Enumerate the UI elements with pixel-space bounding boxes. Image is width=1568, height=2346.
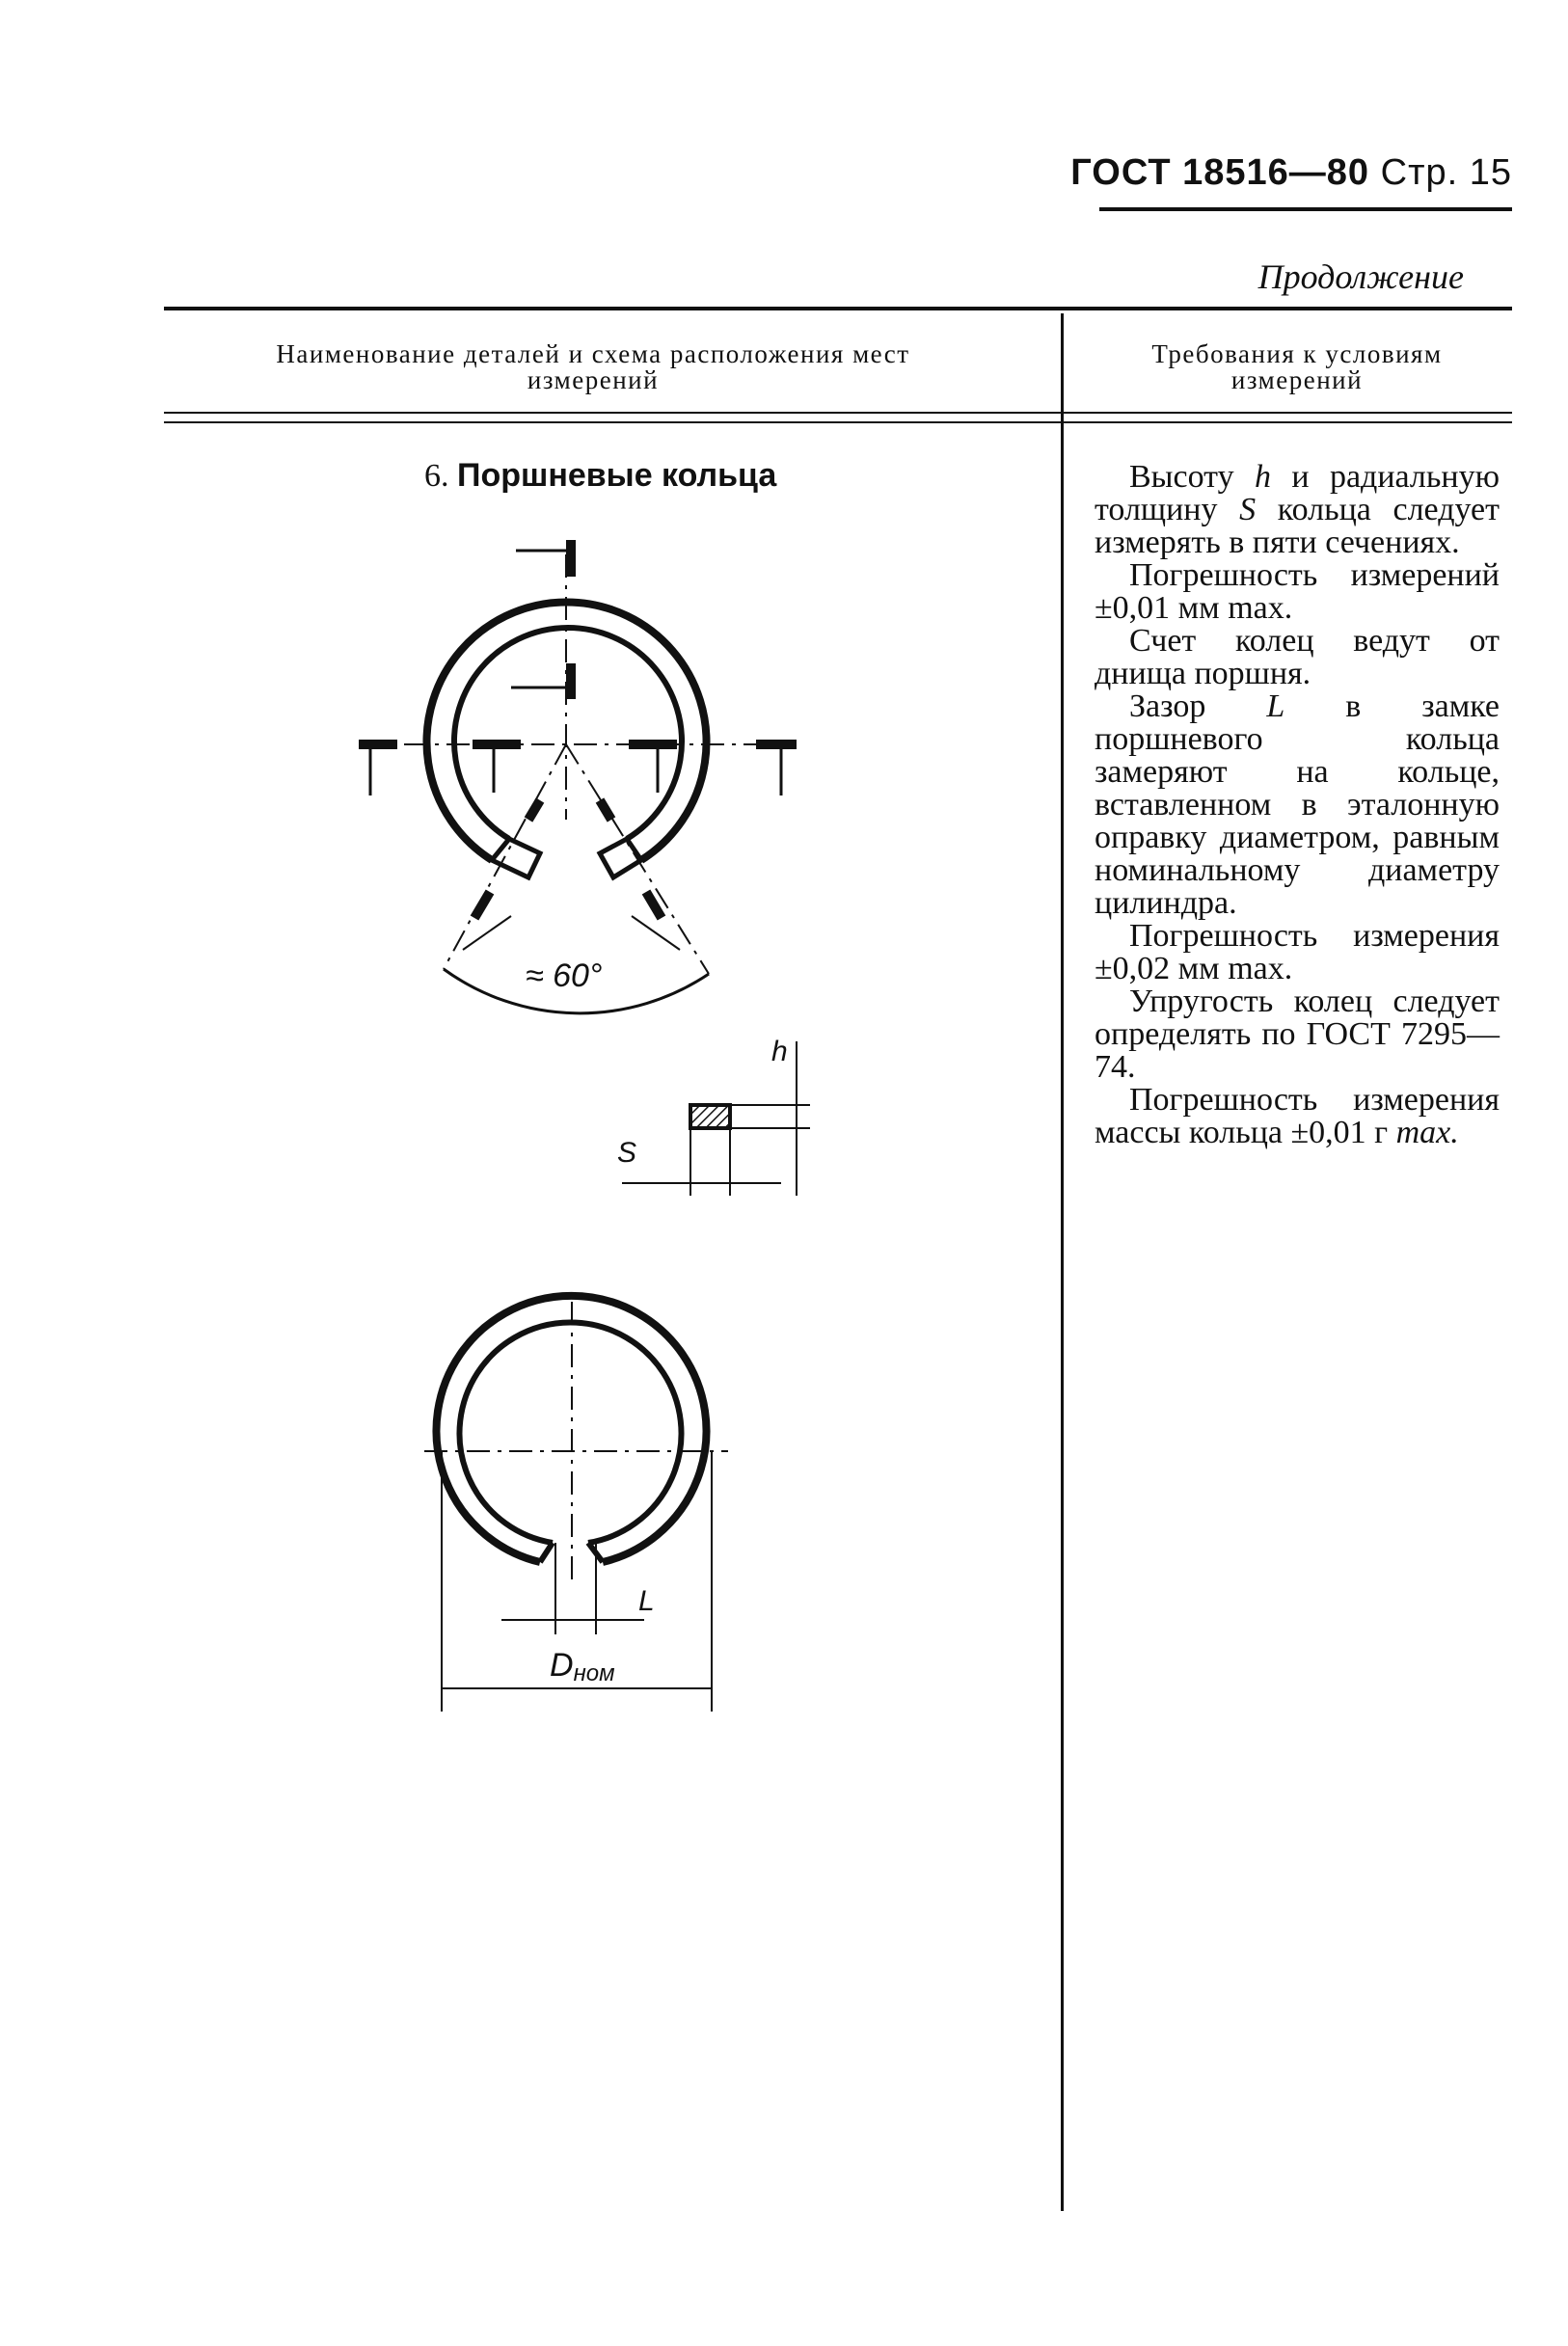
column-header-parts: Наименование деталей и схема расположения мест измерений: [276, 339, 910, 394]
section-mark-diag-left-outer: [474, 892, 490, 918]
column-header-conditions: Требования к условиям измерений: [1151, 339, 1443, 394]
page-number: Стр. 15: [1380, 152, 1512, 193]
section-mark-diag-right-inner: [600, 800, 611, 820]
ring-sections-figure: [359, 540, 797, 1013]
ring-gap-right: [600, 839, 641, 877]
requirement-paragraph: Погрешность измерений ±0,01 мм max.: [1095, 557, 1500, 626]
requirement-paragraph: Упругость колец следует определять по ГОСТ 7295—74.: [1095, 984, 1500, 1085]
ring-gap-left: [492, 839, 540, 877]
requirement-paragraph: Зазор L в замке поршневого кольца замеряют на кольце, вставленном в эталонную оправку диаметром, равным номинальному диаметру цилиндра.: [1095, 688, 1500, 921]
standard-number: ГОСТ 18516—80: [1070, 152, 1370, 193]
ring-inner-arc: [454, 628, 682, 839]
continuation-label: Продолжение: [1257, 257, 1464, 296]
ring-gap-figure: [424, 1296, 728, 1712]
section-number: 6.: [424, 458, 449, 494]
h-label: h: [771, 1036, 788, 1067]
section-mark-diag-left-inner: [528, 800, 540, 820]
section-name: Поршневые кольца: [457, 457, 777, 494]
ring3-inner-arc: [459, 1322, 681, 1543]
radial-line-right: [566, 744, 709, 974]
angle-label: ≈ 60°: [526, 957, 603, 994]
requirement-paragraph: Счет колец ведут от днища поршня.: [1095, 623, 1500, 691]
d-label: Dном: [550, 1647, 615, 1686]
s-label: S: [617, 1137, 637, 1169]
ring-cross-section: [690, 1105, 730, 1128]
requirement-paragraph: Высоту h и радиальную толщину S кольца следует измерять в пяти сечениях.: [1095, 459, 1500, 560]
requirement-paragraph: Погрешность измерения ±0,02 мм max.: [1095, 918, 1500, 986]
requirement-paragraph: Погрешность измерения массы кольца ±0,01 г max.: [1095, 1082, 1500, 1150]
l-label: L: [638, 1585, 655, 1617]
